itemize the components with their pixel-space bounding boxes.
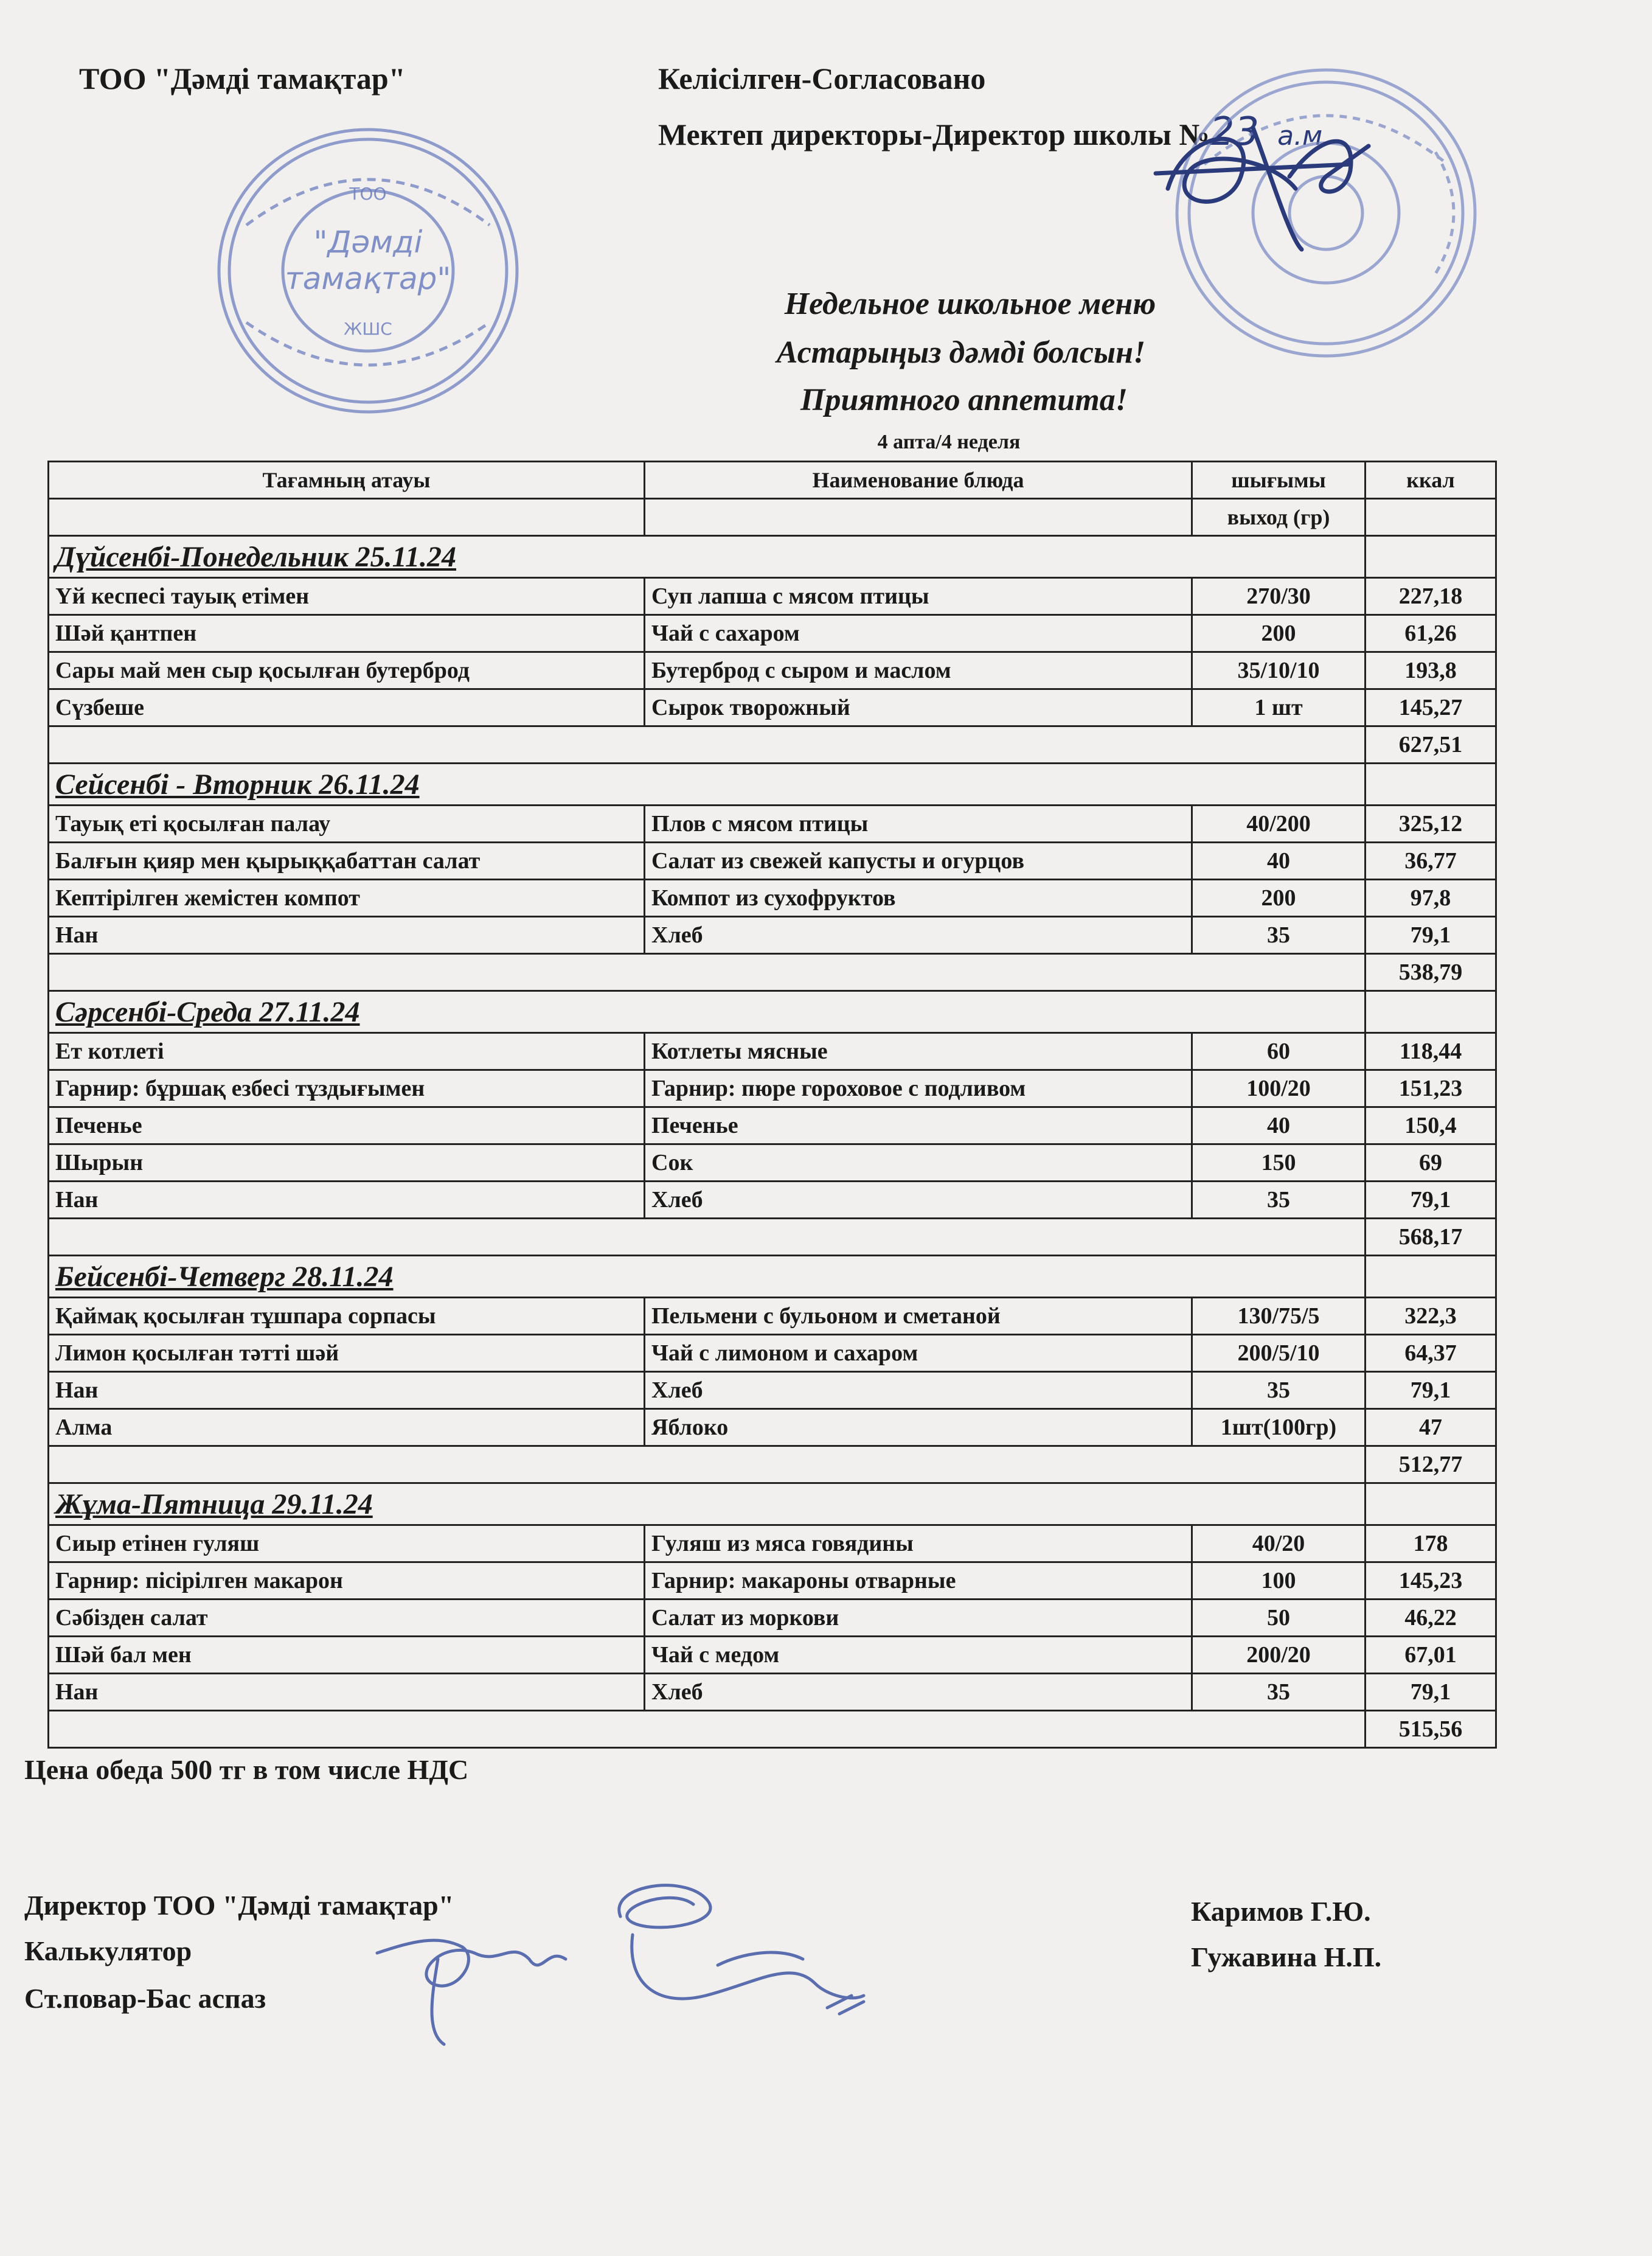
dish-rus: Плов с мясом птицы bbox=[645, 806, 1192, 843]
day-total-kcal: 515,56 bbox=[1366, 1711, 1496, 1748]
stamp-text-4: ЖШС bbox=[344, 319, 392, 339]
company-name: ТОО "Дәмді тамақтар" bbox=[79, 61, 406, 96]
header-kcal: ккал bbox=[1366, 462, 1496, 499]
dish-kaz: Кептірілген жемістен компот bbox=[49, 880, 645, 917]
dish-kaz: Үй кеспесі тауық етімен bbox=[49, 578, 645, 615]
director-line-label: Мектеп директоры-Директор школы № bbox=[658, 117, 1210, 151]
dish-kcal: 79,1 bbox=[1366, 1674, 1496, 1711]
day-total-blank bbox=[49, 954, 1366, 991]
table-header-row-2 bbox=[49, 499, 1496, 536]
dish-kaz: Шырын bbox=[49, 1144, 645, 1182]
day-total-row bbox=[49, 954, 1496, 991]
table-row bbox=[49, 615, 1496, 652]
dish-rus: Чай с медом bbox=[645, 1637, 1192, 1674]
dish-rus: Хлеб bbox=[645, 1674, 1192, 1711]
menu-title: Недельное школьное меню bbox=[784, 287, 1156, 321]
day-total-row bbox=[49, 726, 1496, 764]
dish-kcal: 36,77 bbox=[1366, 843, 1496, 880]
dish-rus: Чай с лимоном и сахаром bbox=[645, 1335, 1192, 1372]
dish-kcal: 325,12 bbox=[1366, 806, 1496, 843]
table-row bbox=[49, 1182, 1496, 1219]
week-label: 4 апта/4 неделя bbox=[877, 431, 1021, 453]
day-header-blank bbox=[1366, 1256, 1496, 1298]
dish-kaz: Печенье bbox=[49, 1107, 645, 1144]
day-header-row bbox=[49, 1483, 1496, 1525]
dish-rus: Котлеты мясные bbox=[645, 1033, 1192, 1070]
day-total-blank bbox=[49, 1219, 1366, 1256]
dish-kaz: Қаймақ қосылған тұшпара сорпасы bbox=[49, 1298, 645, 1335]
dish-output: 200/5/10 bbox=[1192, 1335, 1366, 1372]
footer-name-1: Каримов Г.Ю. bbox=[1191, 1896, 1371, 1927]
dish-kcal: 193,8 bbox=[1366, 652, 1496, 689]
dish-kcal: 46,22 bbox=[1366, 1600, 1496, 1637]
dish-kcal: 322,3 bbox=[1366, 1298, 1496, 1335]
approval-label: Келісілген-Согласовано bbox=[658, 61, 986, 96]
stamp-text-1: ТОО bbox=[349, 184, 387, 204]
footer-signatures bbox=[365, 1862, 888, 2056]
day-name: Бейсенбі-Четверг 28.11.24 bbox=[49, 1256, 1366, 1298]
dish-rus: Компот из сухофруктов bbox=[645, 880, 1192, 917]
dish-output: 200/20 bbox=[1192, 1637, 1366, 1674]
dish-kaz: Сүзбеше bbox=[49, 689, 645, 726]
table-row bbox=[49, 1600, 1496, 1637]
dish-output: 100/20 bbox=[1192, 1070, 1366, 1107]
dish-kcal: 150,4 bbox=[1366, 1107, 1496, 1144]
table-row bbox=[49, 1674, 1496, 1711]
dish-rus: Гуляш из мяса говядины bbox=[645, 1525, 1192, 1562]
table-row bbox=[49, 1372, 1496, 1409]
menu-wish-kaz: Астарыңыз дәмді болсын! bbox=[776, 335, 1146, 370]
dish-rus: Хлеб bbox=[645, 917, 1192, 954]
dish-kcal: 47 bbox=[1366, 1409, 1496, 1446]
dish-output: 40 bbox=[1192, 843, 1366, 880]
dish-rus: Бутерброд с сыром и маслом bbox=[645, 652, 1192, 689]
dish-kcal: 64,37 bbox=[1366, 1335, 1496, 1372]
table-row bbox=[49, 1562, 1496, 1600]
dish-kcal: 79,1 bbox=[1366, 917, 1496, 954]
day-header-blank bbox=[1366, 1483, 1496, 1525]
day-total-blank bbox=[49, 1711, 1366, 1748]
dish-kaz: Балғын қияр мен қырыққабаттан салат bbox=[49, 843, 645, 880]
dish-kaz: Ет котлеті bbox=[49, 1033, 645, 1070]
header-empty bbox=[645, 499, 1192, 536]
dish-output: 35 bbox=[1192, 1674, 1366, 1711]
dish-kcal: 145,27 bbox=[1366, 689, 1496, 726]
dish-kcal: 79,1 bbox=[1366, 1182, 1496, 1219]
dish-rus: Печенье bbox=[645, 1107, 1192, 1144]
day-header-row bbox=[49, 764, 1496, 806]
dish-rus: Гарнир: пюре гороховое с подливом bbox=[645, 1070, 1192, 1107]
day-header-blank bbox=[1366, 536, 1496, 578]
day-total-row bbox=[49, 1219, 1496, 1256]
dish-output: 130/75/5 bbox=[1192, 1298, 1366, 1335]
dish-kcal: 145,23 bbox=[1366, 1562, 1496, 1600]
dish-rus: Сырок творожный bbox=[645, 689, 1192, 726]
company-stamp bbox=[210, 122, 526, 420]
dish-kaz: Шәй бал мен bbox=[49, 1637, 645, 1674]
table-row bbox=[49, 1335, 1496, 1372]
stamp-text-2: "Дәмді bbox=[313, 225, 423, 260]
day-total-kcal: 538,79 bbox=[1366, 954, 1496, 991]
dish-rus: Яблоко bbox=[645, 1409, 1192, 1446]
dish-output: 270/30 bbox=[1192, 578, 1366, 615]
table-row bbox=[49, 1409, 1496, 1446]
dish-kaz: Нан bbox=[49, 1182, 645, 1219]
footer-cook: Ст.повар-Бас аспаз bbox=[24, 1983, 266, 2014]
day-total-blank bbox=[49, 726, 1366, 764]
day-total-kcal: 568,17 bbox=[1366, 1219, 1496, 1256]
footer-name-2: Гужавина Н.П. bbox=[1191, 1941, 1382, 1972]
header-empty bbox=[1366, 499, 1496, 536]
day-name: Жұма-Пятница 29.11.24 bbox=[49, 1483, 1366, 1525]
day-total-row bbox=[49, 1446, 1496, 1483]
table-row bbox=[49, 1070, 1496, 1107]
dish-kaz: Сәбізден салат bbox=[49, 1600, 645, 1637]
dish-kcal: 79,1 bbox=[1366, 1372, 1496, 1409]
day-header-row bbox=[49, 991, 1496, 1033]
day-header-row bbox=[49, 536, 1496, 578]
table-row bbox=[49, 652, 1496, 689]
dish-kcal: 151,23 bbox=[1366, 1070, 1496, 1107]
menu-table bbox=[47, 461, 1497, 1749]
school-suffix: а.м bbox=[1277, 120, 1323, 151]
dish-kcal: 118,44 bbox=[1366, 1033, 1496, 1070]
dish-kaz: Нан bbox=[49, 1674, 645, 1711]
dish-output: 1 шт bbox=[1192, 689, 1366, 726]
dish-kaz: Алма bbox=[49, 1409, 645, 1446]
header-kaz: Тағамның атауы bbox=[49, 462, 645, 499]
school-number: 23 bbox=[1209, 110, 1260, 155]
day-total-row bbox=[49, 1711, 1496, 1748]
table-header-row bbox=[49, 462, 1496, 499]
dish-rus: Хлеб bbox=[645, 1372, 1192, 1409]
table-row bbox=[49, 578, 1496, 615]
dish-kaz: Сары май мен сыр қосылған бутерброд bbox=[49, 652, 645, 689]
dish-kaz: Шәй қантпен bbox=[49, 615, 645, 652]
table-row bbox=[49, 1107, 1496, 1144]
dish-kaz: Нан bbox=[49, 917, 645, 954]
day-header-blank bbox=[1366, 991, 1496, 1033]
header-output-unit: выход (гр) bbox=[1192, 499, 1366, 536]
cook-signature bbox=[632, 1935, 864, 1999]
header-rus: Наименование блюда bbox=[645, 462, 1192, 499]
day-header-row bbox=[49, 1256, 1496, 1298]
dish-rus: Чай с сахаром bbox=[645, 615, 1192, 652]
menu-table-body bbox=[49, 462, 1496, 1748]
dish-kaz: Тауық еті қосылған палау bbox=[49, 806, 645, 843]
dish-kcal: 69 bbox=[1366, 1144, 1496, 1182]
footer-director: Директор ТОО "Дәмді тамақтар" bbox=[24, 1890, 454, 1921]
dish-kaz: Гарнир: пісірілген макарон bbox=[49, 1562, 645, 1600]
table-row bbox=[49, 880, 1496, 917]
day-header-blank bbox=[1366, 764, 1496, 806]
dish-output: 35 bbox=[1192, 1182, 1366, 1219]
footer-calculator: Калькулятор bbox=[24, 1935, 192, 1966]
dish-rus: Пельмени с бульоном и сметаной bbox=[645, 1298, 1192, 1335]
table-row bbox=[49, 689, 1496, 726]
day-total-kcal: 627,51 bbox=[1366, 726, 1496, 764]
dish-output: 150 bbox=[1192, 1144, 1366, 1182]
header-empty bbox=[49, 499, 645, 536]
dish-rus: Сок bbox=[645, 1144, 1192, 1182]
table-row bbox=[49, 917, 1496, 954]
dish-kaz: Нан bbox=[49, 1372, 645, 1409]
dish-kcal: 67,01 bbox=[1366, 1637, 1496, 1674]
day-total-blank bbox=[49, 1446, 1366, 1483]
dish-kcal: 61,26 bbox=[1366, 615, 1496, 652]
dish-kaz: Гарнир: бұршақ езбесі тұздығымен bbox=[49, 1070, 645, 1107]
day-name: Сәрсенбі-Среда 27.11.24 bbox=[49, 991, 1366, 1033]
menu-wish-rus: Приятного аппетита! bbox=[800, 383, 1128, 417]
lunch-price: Цена обеда 500 тг в том числе НДС bbox=[24, 1754, 469, 1785]
dish-output: 40/20 bbox=[1192, 1525, 1366, 1562]
table-row bbox=[49, 1298, 1496, 1335]
table-row bbox=[49, 1637, 1496, 1674]
dish-output: 200 bbox=[1192, 880, 1366, 917]
dish-output: 200 bbox=[1192, 615, 1366, 652]
table-row bbox=[49, 1144, 1496, 1182]
dish-rus: Салат из свежей капусты и огурцов bbox=[645, 843, 1192, 880]
table-row bbox=[49, 843, 1496, 880]
day-name: Сейсенбі - Вторник 26.11.24 bbox=[49, 764, 1366, 806]
dish-output: 1шт(100гр) bbox=[1192, 1409, 1366, 1446]
day-name: Дүйсенбі-Понедельник 25.11.24 bbox=[49, 536, 1366, 578]
dish-output: 35 bbox=[1192, 1372, 1366, 1409]
dish-output: 50 bbox=[1192, 1600, 1366, 1637]
dish-rus: Салат из моркови bbox=[645, 1600, 1192, 1637]
dish-output: 35 bbox=[1192, 917, 1366, 954]
header-output: шығымы bbox=[1192, 462, 1366, 499]
table-row bbox=[49, 806, 1496, 843]
table-row bbox=[49, 1525, 1496, 1562]
table-row bbox=[49, 1033, 1496, 1070]
dish-rus: Хлеб bbox=[645, 1182, 1192, 1219]
dish-kaz: Сиыр етінен гуляш bbox=[49, 1525, 645, 1562]
dish-output: 40/200 bbox=[1192, 806, 1366, 843]
dish-rus: Гарнир: макароны отварные bbox=[645, 1562, 1192, 1600]
dish-output: 100 bbox=[1192, 1562, 1366, 1600]
dish-rus: Суп лапша с мясом птицы bbox=[645, 578, 1192, 615]
dish-kcal: 178 bbox=[1366, 1525, 1496, 1562]
dish-output: 35/10/10 bbox=[1192, 652, 1366, 689]
stamp-text-3: тамақтар" bbox=[285, 261, 451, 296]
dish-output: 60 bbox=[1192, 1033, 1366, 1070]
dish-kcal: 97,8 bbox=[1366, 880, 1496, 917]
day-total-kcal: 512,77 bbox=[1366, 1446, 1496, 1483]
dish-output: 40 bbox=[1192, 1107, 1366, 1144]
dish-kcal: 227,18 bbox=[1366, 578, 1496, 615]
calculator-signature bbox=[377, 1940, 566, 1986]
dish-kaz: Лимон қосылған тәтті шәй bbox=[49, 1335, 645, 1372]
